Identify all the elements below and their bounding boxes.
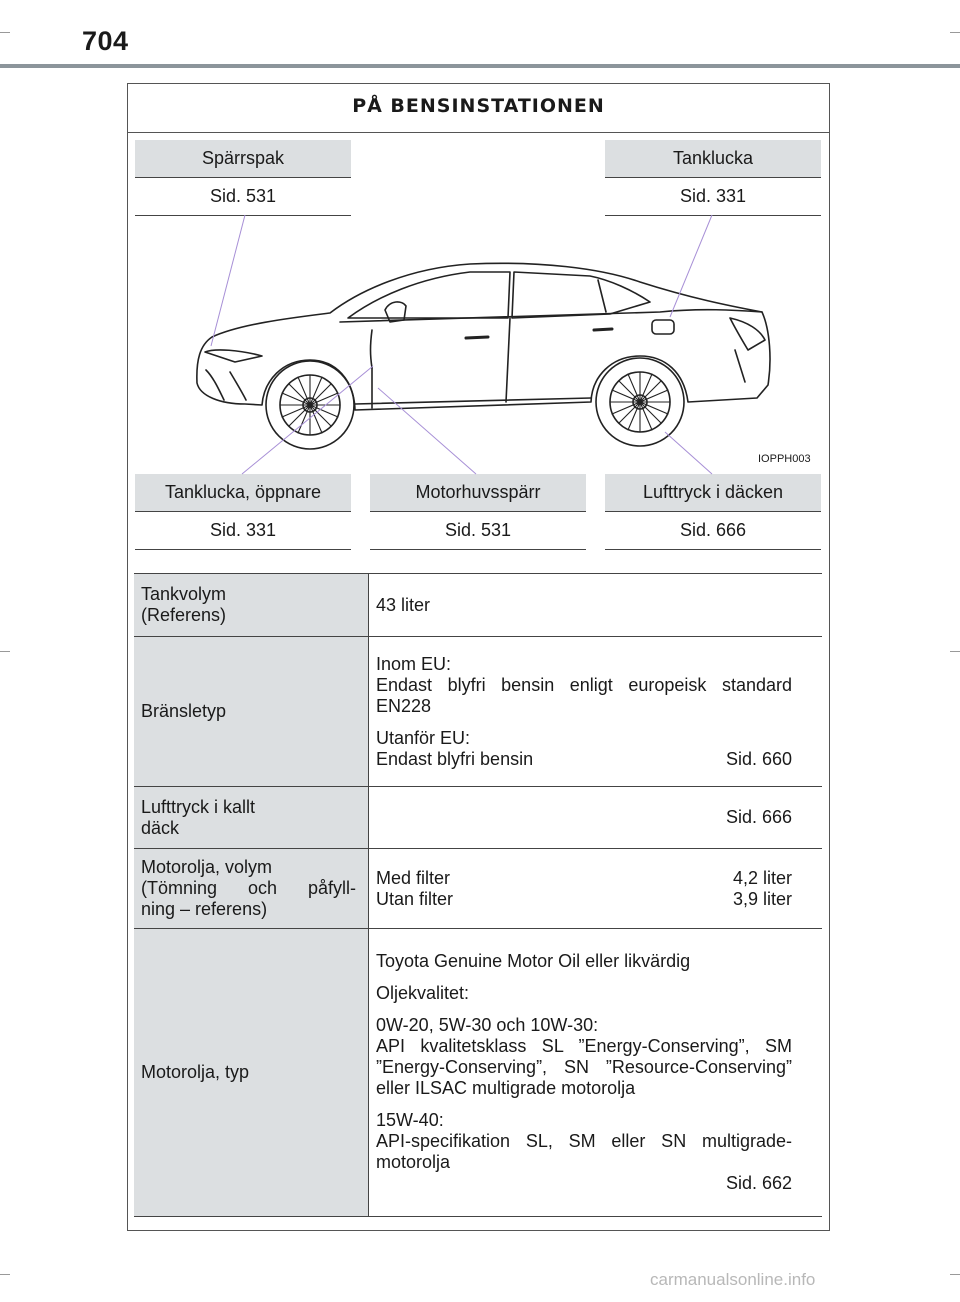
table-row: [134, 929, 822, 1217]
callout-page-ref[interactable]: Sid. 331: [605, 178, 821, 216]
header-rule: [0, 64, 960, 68]
crop-mark: [0, 651, 10, 652]
with-filter-label: Med filter: [376, 867, 451, 888]
table-row: [134, 787, 822, 849]
section-title: PÅ BENSINSTATIONEN: [128, 84, 829, 133]
watermark: carmanualsonline.info: [650, 1270, 816, 1289]
oil-line: Toyota Genuine Motor Oil eller likvärdig: [376, 951, 691, 971]
eu-text: Endast blyfri bensin enligt europeisk standard EN228: [376, 674, 792, 716]
callout-sparrspak: [135, 140, 351, 216]
label-line: ning – referens): [141, 899, 268, 919]
spec-label: [134, 849, 369, 929]
non-eu-heading: Utanför EU:: [376, 727, 471, 748]
callout-page-ref[interactable]: Sid. 531: [135, 178, 351, 216]
callout-lufttryck: [605, 474, 821, 550]
crop-mark: [0, 1274, 10, 1275]
spec-value: [369, 787, 823, 849]
page-ref[interactable]: Sid. 662: [725, 1173, 792, 1193]
car-illustration: [185, 255, 785, 465]
crop-mark: [950, 651, 960, 652]
table-row: [134, 574, 822, 637]
non-eu-text: Endast blyfri bensin: [376, 748, 534, 769]
spec-value: [369, 574, 823, 637]
spec-label: [134, 787, 369, 849]
label-line: Motorolja, volym: [141, 857, 273, 877]
grade-b-heading: 15W-40:: [376, 1110, 444, 1130]
callout-label: Motorhuvsspärr: [370, 474, 586, 512]
grade-a-text: API kvalitetsklass SL ”Energy-Conserving”, SM ”Energy-Conserving”, SN ”Resource-Conserving” eller ILSAC multigrade motorolja: [376, 1036, 792, 1098]
callout-label: Spärrspak: [135, 140, 351, 178]
callout-motorhuvssparr: [370, 474, 586, 550]
oil-quality-heading: Oljekvalitet:: [376, 983, 470, 1003]
label-line: Lufttryck i kallt: [141, 796, 256, 817]
spec-label: [134, 574, 369, 637]
spec-value: [369, 849, 823, 929]
label-line: (Referens): [141, 605, 227, 625]
callout-tanklucka-oppnare: [135, 474, 351, 550]
spec-value: [369, 929, 823, 1217]
grade-a-heading: 0W-20, 5W-30 och 10W-30:: [376, 1015, 599, 1035]
spec-label: [134, 929, 369, 1217]
page-number: 704: [82, 26, 129, 56]
eu-heading: Inom EU:: [376, 653, 452, 674]
page-ref[interactable]: Sid. 660: [725, 748, 792, 769]
with-filter-value: 4,2 liter: [732, 867, 792, 888]
page-ref[interactable]: Sid. 666: [725, 807, 792, 827]
spec-value: [369, 637, 823, 787]
grade-b-text: API-specifikation SL, SM eller SN multigrade-motorolja: [376, 1131, 792, 1172]
specs-table: [134, 573, 822, 1217]
without-filter-label: Utan filter: [376, 888, 454, 909]
label-line: (Tömning och påfyll-: [141, 878, 356, 898]
callout-page-ref[interactable]: Sid. 666: [605, 512, 821, 550]
callout-page-ref[interactable]: Sid. 531: [370, 512, 586, 550]
callout-label: Lufttryck i däcken: [605, 474, 821, 512]
crop-mark: [950, 1274, 960, 1275]
spec-label: [134, 637, 369, 787]
label-line: däck: [141, 817, 180, 838]
callout-label: Tanklucka, öppnare: [135, 474, 351, 512]
table-row: [134, 637, 822, 787]
table-row: [134, 849, 822, 929]
crop-mark: [0, 32, 10, 33]
label-line: Motorolja, typ: [141, 1062, 250, 1082]
tank-volume-value: 43 liter: [376, 594, 431, 615]
label-line: Bränsletyp: [141, 701, 227, 721]
callout-label: Tanklucka: [605, 140, 821, 178]
crop-mark: [950, 32, 960, 33]
without-filter-value: 3,9 liter: [732, 888, 792, 909]
label-line: Tankvolym: [141, 584, 227, 604]
image-code: IOPPH003: [758, 453, 811, 465]
callout-tanklucka: [605, 140, 821, 216]
callout-page-ref[interactable]: Sid. 331: [135, 512, 351, 550]
